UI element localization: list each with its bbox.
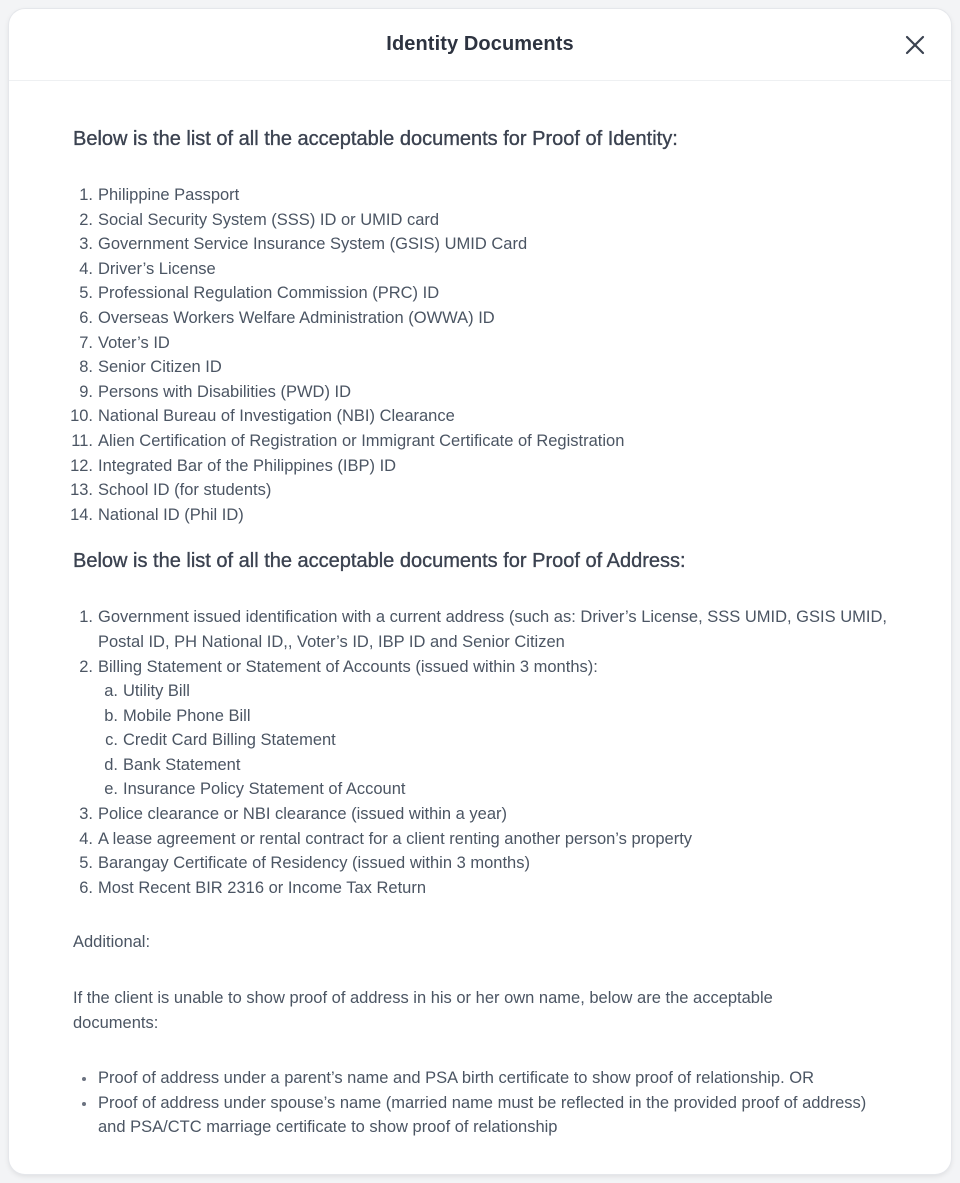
- identity-heading: Below is the list of all the acceptable documents for Proof of Identity:: [73, 128, 678, 150]
- list-item: a. Utility Bill: [104, 682, 190, 701]
- additional-label: Additional:: [73, 933, 151, 952]
- list-item: Proof of address under spouse’s name (married name must be reflected in the provided proof of address) and PSA/CTC marriage certificate to show proof of relationship: [73, 1091, 887, 1140]
- list-item: b. Mobile Phone Bill: [104, 706, 251, 725]
- list-item: 10. National Bureau of Investigation (NBI) Clearance: [70, 407, 455, 426]
- list-item: 14. National ID (Phil ID): [70, 505, 244, 524]
- address-heading: Below is the list of all the acceptable documents for Proof of Address:: [73, 550, 686, 573]
- list-item: 9. Persons with Disabilities (PWD) ID: [79, 382, 352, 401]
- list-item: 11. Alien Certification of Registration or Immigrant Certificate of Registration: [71, 431, 625, 450]
- additional-intro: If the client is unable to show proof of address in his or her own name, below are the acceptable documents:: [73, 989, 773, 1032]
- list-item: 8. Senior Citizen ID: [79, 358, 222, 377]
- list-item: Proof of address under a parent’s name and PSA birth certificate to show proof of relationship. OR: [73, 1066, 887, 1091]
- modal-header: [9, 9, 951, 81]
- list-item: 5. Professional Regulation Commission (PRC) ID: [79, 284, 440, 303]
- list-item: 4. Driver’s License: [79, 259, 216, 278]
- modal-title: Identity Documents: [386, 33, 574, 55]
- additional-bullet-list: [73, 1066, 887, 1140]
- list-item: c. Credit Card Billing Statement: [105, 731, 336, 750]
- list-item: 6. Overseas Workers Welfare Administration (OWWA) ID: [79, 308, 495, 327]
- billing-sub-list: [98, 679, 887, 802]
- list-item: 7. Voter’s ID: [79, 333, 170, 352]
- close-icon: [905, 35, 925, 55]
- address-list: [73, 605, 887, 900]
- list-item: d. Bank Statement: [104, 755, 241, 774]
- list-item: 12. Integrated Bar of the Philippines (IBP) ID: [70, 456, 397, 475]
- modal-body: [9, 81, 951, 1140]
- identity-documents-modal: [9, 9, 951, 1174]
- list-item: 1. Philippine Passport: [79, 186, 240, 204]
- list-item: 5. Barangay Certificate of Residency (issued within 3 months): [79, 854, 530, 873]
- list-item: 3. Police clearance or NBI clearance (issued within a year): [79, 805, 508, 824]
- list-item: e. Insurance Policy Statement of Account: [104, 780, 406, 799]
- identity-list: [70, 183, 887, 527]
- bullet-icon: [82, 1102, 86, 1106]
- list-item: 6. Most Recent BIR 2316 or Income Tax Return: [79, 878, 427, 897]
- list-item: 4. A lease agreement or rental contract for a client renting another person’s property: [79, 829, 693, 848]
- list-item: 3. Government Service Insurance System (GSIS) UMID Card: [79, 235, 528, 254]
- close-button[interactable]: [901, 31, 929, 59]
- bullet-icon: [82, 1077, 86, 1081]
- list-item: 13. School ID (for students): [70, 481, 272, 500]
- list-item: 2. Billing Statement or Statement of Accounts (issued within 3 months): a. Utility Bill b. Mobile Phone Bill c. Credit Card Billing Statement d. Bank Statement e. Insurance Policy Statement of Account: [73, 655, 887, 803]
- list-item: 1. Government issued identification with a current address (such as: Driver’s License, SSS UMID, GSIS UMID, Postal ID, PH National ID,, Voter’s ID, IBP ID and Senior Citizen: [79, 608, 887, 651]
- list-item: 2. Social Security System (SSS) ID or UMID card: [79, 210, 440, 229]
